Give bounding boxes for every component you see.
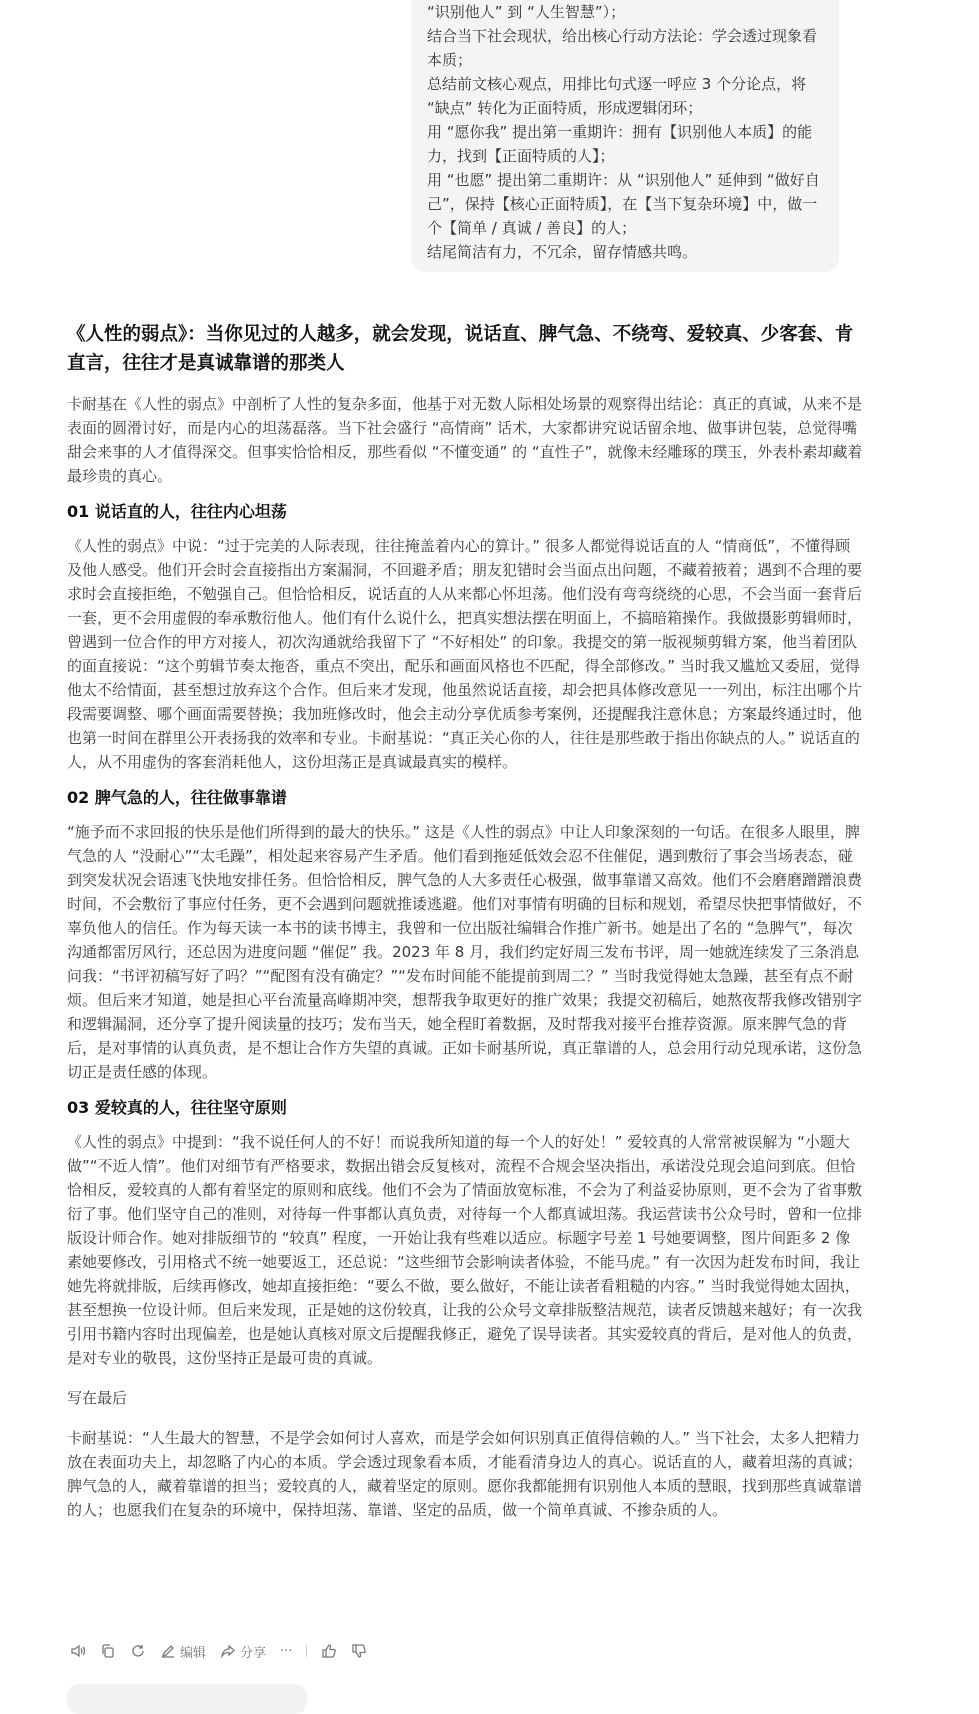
edit-label: 编辑 (180, 1645, 207, 1661)
speaker-icon (70, 1643, 86, 1659)
assistant-answer (67, 320, 863, 1522)
section-3-body: 《人性的弱点》中提到：“我不说任何人的不好！而说我所知道的每一个人的好处！” 爱较真的人常常被误解为 “小题大做”“不近人情”。他们对细节有严格要求，数据出错会反复核对，流程不合规会坚决指出，承诺没兑现会追问到底。但恰恰相反，爱较真的人都有着坚定的原则和底线。他们不会为了情面放宽标准，不会为了利益妥协原则，更不会为了省事敷衍了事。他们坚守自己的准则，对待每一件事都认真负责，对待每一个人都真诚坦荡。我运营读书公众号时，曾和一位排版设计师合作。她对排版细节的 “较真” 程度，一开始让我有些难以适应。标题字号差 1 号她要调整，图片间距多 2 像素她要修改，引用格式不统一她要返工，还总说：“这些细节会影响读者体验，不能马虎。” 有一次因为赶发布时间，我让她先将就排版，后续再修改，她却直接拒绝：“要么不做，要么做好，不能让读者看粗糙的内容。” 当时我觉得她太固执，甚至想换一位设计师。但后来发现，正是她的这份较真，让我的公众号文章排版整洁规范，读者反馈越来越好；有一次我引用书籍内容时出现偏差，也是她认真核对原文后提醒我修正，避免了误导读者。其实爱较真的背后，是对他人的负责，是对专业的敬畏，这份坚持正是最可贵的真诚。 (67, 1133, 863, 1367)
bubble-line: 总结前文核心观点，用排比句式逐一呼应 3 个分论点，将 “缺点” 转化为正面特质，形成逻辑闭环； (427, 75, 807, 117)
thumbs-down-icon (351, 1643, 367, 1659)
bubble-line: 结合当下社会现状，给出核心行动方法论：学会透过现象看本质； (427, 27, 818, 69)
edit-icon (160, 1643, 176, 1659)
section-1-heading: 01 说话直的人，往往内心坦荡 (67, 502, 287, 521)
more-button[interactable] (280, 1644, 292, 1659)
thumbs-up-icon (321, 1643, 337, 1659)
share-label: 分享 (240, 1645, 267, 1661)
dislike-button[interactable] (351, 1643, 367, 1659)
section-2-heading: 02 脾气急的人，往往做事靠谱 (67, 788, 287, 807)
edit-button[interactable] (160, 1642, 206, 1661)
bubble-line: 用 “也愿” 提出第二重期许：从 “识别他人” 延伸到 “做好自己”，保持【核心正面特质】，在【当下复杂环境】中，做一个【简单 / 真诚 / 善良】的人； (427, 171, 820, 237)
share-icon (220, 1643, 236, 1659)
article-intro: 卡耐基在《人性的弱点》中剖析了人性的复杂多面，他基于对无数人际相处场景的观察得出结论：真正的真诚，从来不是表面的圆滑讨好，而是内心的坦荡磊落。当下社会盛行 “高情商” 话术，大家都讲究说话留余地、做事讲包装，总觉得嘴甜会来事的人才值得深交。但事实恰恰相反，那些看似 “不懂变通” 的 “直性子”，就像未经雕琢的璞玉，外表朴素却藏着最珍贵的真心。 (67, 395, 863, 485)
copy-icon (100, 1643, 116, 1659)
toolbar-divider (306, 1645, 307, 1657)
bubble-line: “识别他人” 到 “人生智慧”）； (427, 3, 626, 21)
read-aloud-button[interactable] (70, 1643, 86, 1659)
copy-button[interactable] (100, 1643, 116, 1659)
section-3-heading: 03 爱较真的人，往往坚守原则 (67, 1098, 287, 1117)
closing-label: 写在最后 (67, 1389, 128, 1407)
more-label: ··· (280, 1643, 293, 1659)
share-button[interactable] (220, 1642, 266, 1661)
section-1-body: 《人性的弱点》中说：“过于完美的人际表现，往往掩盖着内心的算计。” 很多人都觉得说话直的人 “情商低”，不懂得顾及他人感受。他们开会时会直接指出方案漏洞，不回避矛盾；朋友犯错时会当面点出问题，不藏着掖着；遇到不合理的要求时会直接拒绝，不勉强自己。但恰恰相反，说话直的人从来都心怀坦荡。他们没有弯弯绕绕的心思，不会当面一套背后一套，更不会用虚假的奉承敷衍他人。他们有什么说什么，把真实想法摆在明面上，不搞暗箱操作。我做摄影剪辑师时，曾遇到一位合作的甲方对接人，初次沟通就给我留下了 “不好相处” 的印象。我提交的第一版视频剪辑方案，他当着团队的面直接说：“这个剪辑节奏太拖沓，重点不突出，配乐和画面风格也不匹配，得全部修改。” 当时我又尴尬又委屈，觉得他太不给情面，甚至想过放弃这个合作。但后来才发现，他虽然说话直接，却会把具体修改意见一一列出，标注出哪个片段需要调整、哪个画面需要替换；我加班修改时，他会主动分享优质参考案例，还提醒我注意休息；方案最终通过时，他也第一时间在群里公开表扬我的效率和专业。卡耐基说：“真正关心你的人，往往是那些敢于指出你缺点的人。” 说话直的人，从不用虚伪的客套消耗他人，这份坦荡正是真诚最真实的模样。 (67, 537, 863, 771)
regenerate-button[interactable] (130, 1643, 146, 1659)
closing-body: 卡耐基说：“人生最大的智慧，不是学会如何讨人喜欢，而是学会如何识别真正值得信赖的人。” 当下社会，太多人把精力放在表面功夫上，却忽略了内心的本质。学会透过现象看本质，才能看清身边人的真心。说话直的人，藏着坦荡的真诚；脾气急的人，藏着靠谱的担当；爱较真的人，藏着坚定的原则。愿你我都能拥有识别他人本质的慧眼，找到那些真诚靠谱的人；也愿我们在复杂的环境中，保持坦荡、靠谱、坚定的品质，做一个简单真诚、不掺杂质的人。 (67, 1429, 863, 1519)
refresh-icon (130, 1643, 146, 1659)
bubble-line: 结尾简洁有力，不冗余，留存情感共鸣。 (427, 243, 698, 261)
article-title: 《人性的弱点》：当你见过的人越多，就会发现，说话直、脾气急、不绕弯、爱较真、少客套、肯直言，往往才是真诚靠谱的那类人 (67, 324, 854, 374)
section-2-body: “施予而不求回报的快乐是他们所得到的最大的快乐。” 这是《人性的弱点》中让人印象深刻的一句话。在很多人眼里，脾气急的人 “没耐心”“太毛躁”，相处起来容易产生矛盾。他们看到拖延低效会忍不住催促，遇到敷衍了事会当场表态，碰到突发状况会语速飞快地安排任务。但恰恰相反，脾气急的人大多责任心极强，做事靠谱又高效。他们不会磨磨蹭蹭浪费时间，不会敷衍了事应付任务，更不会遇到问题就推诿逃避。他们对事情有明确的目标和规划，希望尽快把事情做好，不辜负他人的信任。作为每天读一本书的读书博主，我曾和一位出版社编辑合作推广新书。她是出了名的 “急脾气”，每次沟通都雷厉风行，还总因为进度问题 “催促” 我。2023 年 8 月，我们约定好周三发布书评，周一她就连续发了三条消息问我：“书评初稿写好了吗？”“配图有没有确定？”“发布时间能不能提前到周二？” 当时我觉得她太急躁，甚至有点不耐烦。但后来才知道，她是担心平台流量高峰期冲突，想帮我争取更好的推广效果；我提交初稿后，她熬夜帮我修改错别字和逻辑漏洞，还分享了提升阅读量的技巧；发布当天，她全程盯着数据，及时帮我对接平台推荐资源。原来脾气急的背后，是对事情的认真负责，是不想让合作方失望的真诚。正如卡耐基所说，真正靠谱的人，总会用行动兑现承诺，这份急切正是责任感的体现。 (67, 823, 863, 1081)
message-toolbar (70, 1640, 367, 1662)
bubble-line: 用 “愿你我” 提出第一重期许：拥有【识别他人本质】的能力，找到【正面特质的人】； (427, 123, 813, 165)
bottom-input-area[interactable] (67, 1684, 307, 1714)
like-button[interactable] (321, 1643, 337, 1659)
user-message-bubble (411, 0, 839, 272)
